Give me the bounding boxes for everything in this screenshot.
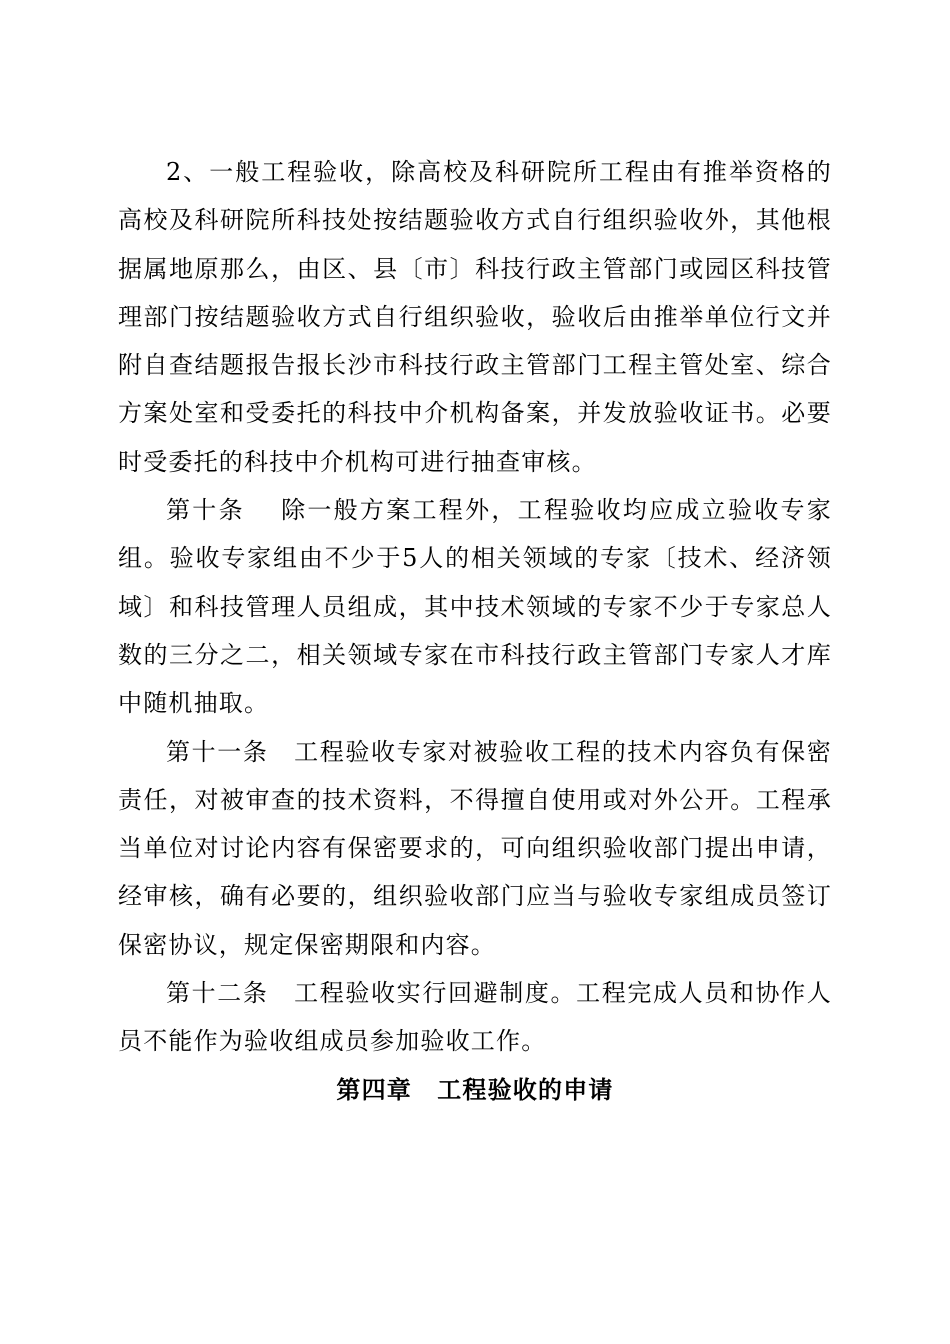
paragraph-article-12: 第十二条 工程验收实行回避制度。工程完成人员和协作人员不能作为验收组成员参加验收工作。 xyxy=(118,979,832,1056)
document-body xyxy=(118,148,832,1114)
paragraph-article-11: 第十一条 工程验收专家对被验收工程的技术内容负有保密责任，对被审查的技术资料，不得擅自使用或对外公开。工程承当单位对讨论内容有保密要求的，可向组织验收部门提出申请，经审核，确有必要的，组织验收部门应当与验收专家组成员签订保密协议，规定保密期限和内容。 xyxy=(118,737,832,959)
paragraph-article-10: 第十条 除一般方案工程外，工程验收均应成立验收专家组。验收专家组由不少于5人的相关领域的专家〔技术、经济领域〕和科技管理人员组成，其中技术领域的专家不少于专家总人数的三分之二，相关领域专家在市科技行政主管部门专家人才库中随机抽取。 xyxy=(118,496,832,718)
chapter-heading: 第四章 工程验收的申请 xyxy=(336,1074,614,1104)
paragraph-item-2-general-acceptance: 2、一般工程验收，除高校及科研院所工程由有推举资格的高校及科研院所科技处按结题验收方式自行组织验收外，其他根据属地原那么，由区、县〔市〕科技行政主管部门或园区科技管理部门按结题验收方式自行组织验收，验收后由推举单位行文并附自查结题报告报长沙市科技行政主管部门工程主管处室、综合方案处室和受委托的科技中介机构备案，并发放验收证书。必要时受委托的科技中介机构可进行抽查审核。 xyxy=(118,158,832,476)
